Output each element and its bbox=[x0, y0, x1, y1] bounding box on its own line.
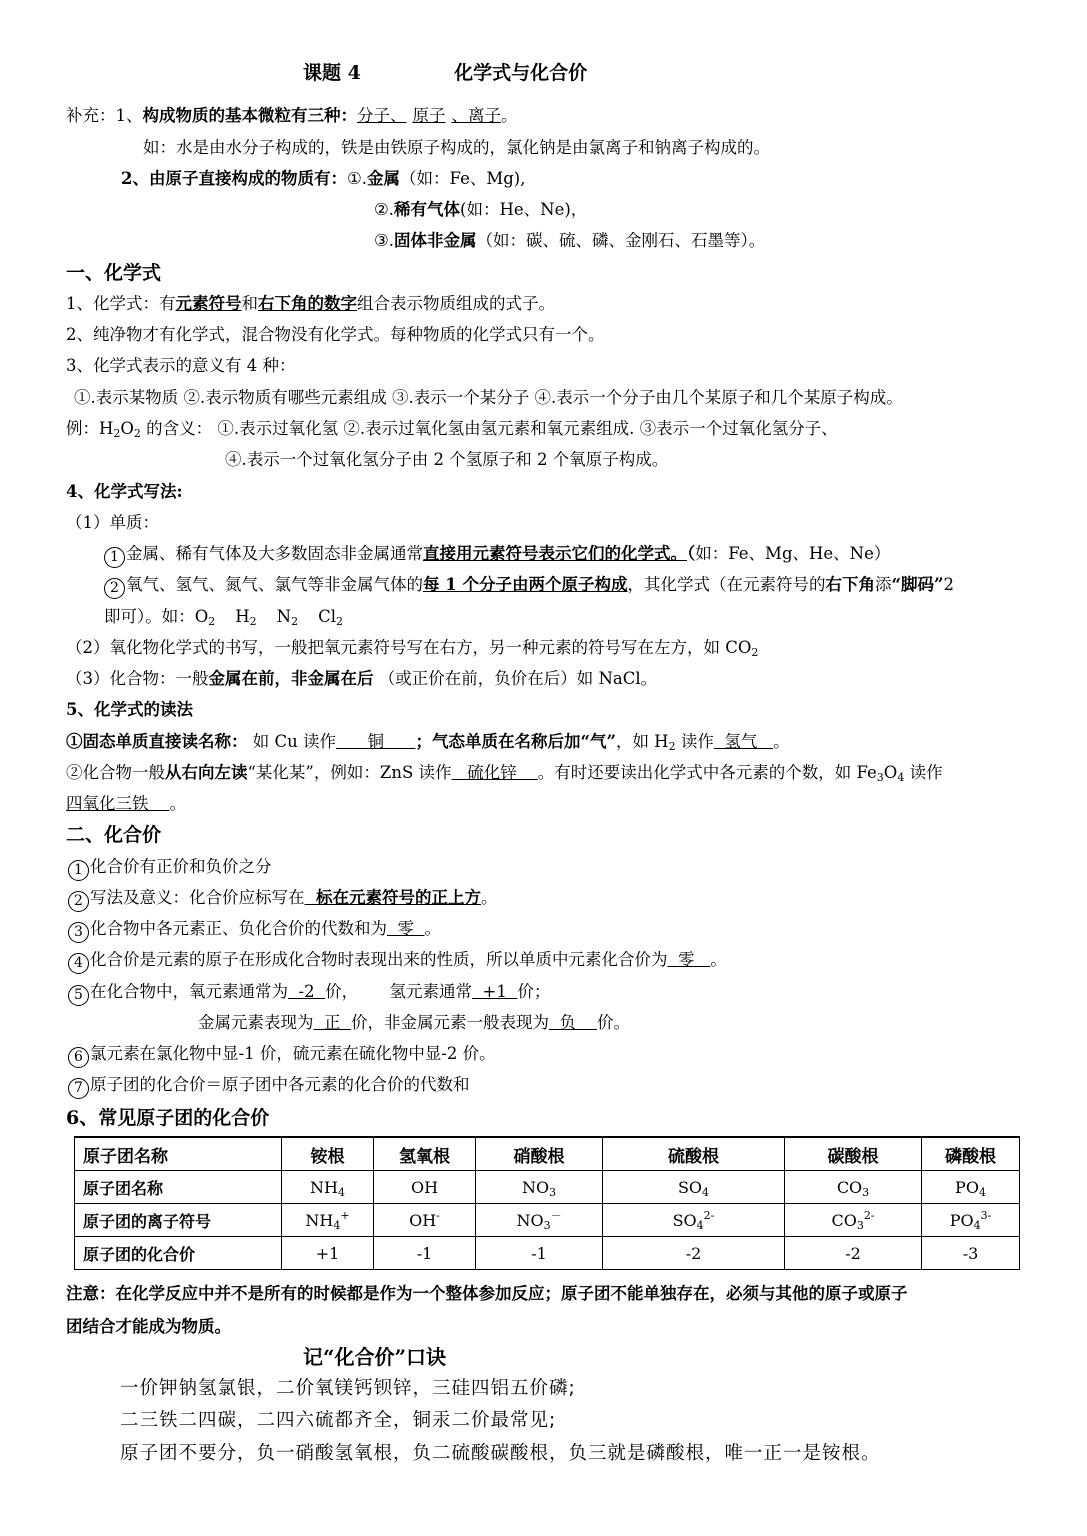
table-header-cell: 磷酸根 bbox=[922, 1137, 1020, 1171]
page-title bbox=[303, 62, 587, 84]
subscript: 2 bbox=[291, 615, 299, 628]
punct: 。 bbox=[501, 106, 518, 125]
s4-item2 bbox=[104, 574, 954, 599]
row-label: 原子团名称 bbox=[75, 1171, 282, 1204]
keyword: ；气态单质在名称后加“气” bbox=[415, 732, 616, 751]
supp-line-4 bbox=[374, 199, 587, 221]
answer: -2 bbox=[288, 982, 326, 1001]
lesson-number: 课题 4 bbox=[303, 62, 361, 84]
ion-cell: OH- bbox=[374, 1204, 476, 1237]
answer: 正 bbox=[313, 1013, 351, 1032]
ion-cell: $CO_3^{2-}$ bbox=[785, 1204, 922, 1237]
num: ①. bbox=[346, 169, 368, 188]
text: 原子团的化合价＝原子团中各元素的化合价的代数和 bbox=[90, 1075, 470, 1094]
text: 价， 氢元素通常 bbox=[325, 982, 473, 1001]
keyword: 固体非金属 bbox=[394, 231, 477, 250]
text: ，如 H bbox=[615, 732, 669, 751]
subscript: 4 bbox=[897, 771, 905, 784]
radical-table bbox=[74, 1136, 1020, 1270]
circle-number: 1 bbox=[104, 547, 125, 568]
formula-cell: $SO_4$ bbox=[603, 1171, 785, 1204]
table-row bbox=[75, 1204, 1020, 1237]
keyword: 每 1 个分子由两个原子构成 bbox=[423, 575, 628, 594]
table-header-cell: 硫酸根 bbox=[603, 1137, 785, 1171]
text: 。 bbox=[169, 794, 186, 813]
text: 氯元素在氯化物中显-1 价，硫元素在硫化物中显-2 价。 bbox=[90, 1044, 496, 1063]
text: 例：H bbox=[66, 419, 114, 438]
text: 金属元素表现为 bbox=[198, 1013, 314, 1032]
text: 。 bbox=[424, 919, 441, 938]
text: （3）化合物：一般 bbox=[66, 669, 209, 688]
row-label: 原子团的离子符号 bbox=[75, 1204, 282, 1237]
keyword: 金属在前，非金属在后 bbox=[208, 669, 374, 688]
s4-sub2 bbox=[66, 637, 758, 659]
keyword: 直接用元素符号表示它们的化学式。 bbox=[423, 544, 687, 563]
subscript: 2 bbox=[249, 615, 257, 628]
supp-line-1 bbox=[66, 105, 518, 127]
section-heading-6: 6、常见原子团的化合价 bbox=[66, 1107, 270, 1129]
s5-line3 bbox=[66, 793, 186, 815]
text: 在化合物中，氧元素通常为 bbox=[90, 982, 288, 1001]
text: 氧气、氢气、氮气、氯气等非金属气体的 bbox=[126, 575, 423, 594]
text: 和 bbox=[241, 294, 258, 313]
formula-cell: $NH_4$ bbox=[282, 1171, 374, 1204]
s2-item2 bbox=[68, 887, 498, 912]
text: 价，非金属元素一般表现为 bbox=[350, 1013, 549, 1032]
circle-number: 6 bbox=[68, 1047, 89, 1068]
text: 化合价有正价和负价之分 bbox=[90, 857, 272, 876]
s1-p2: 2、纯净物才有化学式，混合物没有化学式。每种物质的化学式只有一个。 bbox=[66, 325, 605, 344]
subscript: 2 bbox=[133, 427, 141, 440]
section-heading-1: 一、化学式 bbox=[66, 262, 162, 284]
supp-line-3 bbox=[121, 168, 525, 190]
supp-line-2: 如：水是由水分子构成的，铁是由铁原子构成的，氯化钠是由氯离子和钠离子构成的。 bbox=[143, 138, 770, 157]
poem-line-3: 原子团不要分，负一硝酸氢氧根，负二硫酸碳酸根，负三就是磷酸根，唯一正一是铵根。 bbox=[120, 1443, 881, 1464]
keyword: “脚码” bbox=[891, 575, 944, 594]
text: 1、化学式：有 bbox=[66, 294, 176, 313]
num: ②. bbox=[374, 200, 395, 219]
table-header-row bbox=[75, 1137, 1020, 1171]
particle-ion: 离子 bbox=[468, 106, 501, 125]
formula: Cl bbox=[318, 607, 337, 626]
note-line-1: 注意：在化学反应中并不是所有的时候都是作为一个整体参加反应；原子团不能单独存在，必须与其他的原子或原子 bbox=[66, 1284, 908, 1303]
lesson-topic: 化学式与化合价 bbox=[454, 62, 588, 84]
table-header-cell: 铵根 bbox=[282, 1137, 374, 1171]
formula-cell: $PO_4$ bbox=[922, 1171, 1020, 1204]
s2-item6 bbox=[68, 1043, 496, 1068]
circle-number: 5 bbox=[68, 985, 89, 1006]
answer: 氢气 bbox=[713, 732, 774, 751]
keyword: 从右向左读 bbox=[165, 763, 248, 782]
text: 的含义： ①.表示过氧化氢 ②.表示过氧化氢由氢元素和氧元素组成. ③表示一个过氧化氢分子、 bbox=[140, 419, 838, 438]
formula-cell: $NO_3$ bbox=[476, 1171, 603, 1204]
s2-item7 bbox=[68, 1074, 470, 1099]
subscript: 3 bbox=[876, 771, 884, 784]
section-heading-4: 4、化学式写法: bbox=[66, 482, 183, 501]
supp-bold: 构成物质的基本微粒有三种： bbox=[142, 106, 357, 125]
valence-cell: -2 bbox=[603, 1237, 785, 1270]
ion-cell: $SO_4^{2-}$ bbox=[603, 1204, 785, 1237]
text: ，其化学式（在元素符号的 bbox=[627, 575, 826, 594]
answer: +1 bbox=[472, 982, 518, 1001]
circle-number: 2 bbox=[68, 891, 89, 912]
valence-cell: +1 bbox=[282, 1237, 374, 1270]
table-row bbox=[75, 1171, 1020, 1204]
sep: 、 bbox=[451, 106, 468, 125]
ion-cell: $PO_4^{3-}$ bbox=[922, 1204, 1020, 1237]
s2-item1 bbox=[68, 856, 272, 881]
circle-number: 7 bbox=[68, 1078, 89, 1099]
text: 价； bbox=[517, 982, 551, 1001]
text: “某化某”，例如：ZnS 读作 bbox=[247, 763, 452, 782]
formula: H bbox=[235, 607, 250, 626]
s5-line2 bbox=[66, 762, 943, 784]
s1-example-2: ④.表示一个过氧化氢分子由 2 个氢原子和 2 个氧原子构成。 bbox=[225, 450, 669, 469]
text: 2 bbox=[943, 575, 954, 594]
table-header-cell: 硝酸根 bbox=[476, 1137, 603, 1171]
s1-example bbox=[66, 418, 838, 440]
section-heading-2: 二、化合价 bbox=[66, 824, 162, 846]
text: 如：Fe、Mg、He、Ne） bbox=[695, 544, 891, 563]
s5-line1 bbox=[66, 731, 790, 753]
subscript: 2 bbox=[113, 427, 121, 440]
valence-cell: -3 bbox=[922, 1237, 1020, 1270]
supp-line-5 bbox=[374, 230, 765, 252]
text: 。 bbox=[710, 950, 727, 969]
s4-item1 bbox=[104, 543, 890, 568]
text: 化合价是元素的原子在形成化合物时表现出来的性质，所以单质中元素化合价为 bbox=[90, 950, 668, 969]
ion-cell: $NO_3^-$ bbox=[476, 1204, 603, 1237]
supp-prefix: 补充：1、 bbox=[66, 106, 143, 125]
keyword: 元素符号 bbox=[175, 294, 242, 313]
text: （ bbox=[687, 544, 696, 563]
keyword: 金属 bbox=[367, 169, 401, 188]
table-header-cell: 碳酸根 bbox=[785, 1137, 922, 1171]
formula-cell: $CO_3$ bbox=[785, 1171, 922, 1204]
text: 金属、稀有气体及大多数固态非金属通常 bbox=[126, 544, 423, 563]
text: 如 Cu 读作 bbox=[247, 732, 336, 751]
example: (如：He、Ne)， bbox=[460, 200, 588, 219]
s1-p3: 3、化学式表示的意义有 4 种： bbox=[66, 356, 296, 375]
circle-number: 3 bbox=[68, 922, 89, 943]
circle-number: 4 bbox=[68, 953, 89, 974]
section-heading-5: 5、化学式的读法 bbox=[66, 700, 193, 719]
poem-title: 记“化合价”口诀 bbox=[303, 1345, 447, 1369]
text: 价。 bbox=[596, 1013, 630, 1032]
text: 即可）。如： bbox=[104, 607, 195, 626]
answer: 标在元素符号的正上方 bbox=[304, 888, 481, 907]
s4-sub3 bbox=[66, 668, 657, 690]
s4-item2-line2 bbox=[104, 606, 343, 628]
s2-item5-line2 bbox=[198, 1012, 630, 1034]
particle-atom: 原子 bbox=[412, 106, 446, 125]
keyword: 稀有气体 bbox=[394, 200, 461, 219]
num: ③. bbox=[374, 231, 395, 250]
text: 读作 bbox=[675, 732, 714, 751]
keyword: 右下角 bbox=[825, 575, 875, 594]
subscript: 2 bbox=[336, 615, 344, 628]
text: 。 bbox=[481, 888, 498, 907]
text: 添 bbox=[874, 575, 892, 594]
answer: 四氧化三铁 bbox=[66, 794, 170, 813]
text: 。 bbox=[773, 732, 790, 751]
text: 组合表示物质组成的式子。 bbox=[357, 294, 555, 313]
keyword: 右下角的数字 bbox=[258, 294, 357, 313]
answer: 负 bbox=[548, 1013, 597, 1032]
table-row bbox=[75, 1237, 1020, 1270]
s2-item5 bbox=[68, 981, 550, 1006]
answer: 零 bbox=[667, 950, 711, 969]
table-header-cell: 氢氧根 bbox=[374, 1137, 476, 1171]
s1-p4: ①.表示某物质 ②.表示物质有哪些元素组成 ③.表示一个某分子 ④.表示一个分子由几个某原子和几个某原子构成。 bbox=[74, 388, 903, 407]
s1-p1 bbox=[66, 293, 555, 315]
s2-item4 bbox=[68, 949, 727, 974]
text: O bbox=[883, 763, 898, 782]
circle-number: 1 bbox=[68, 860, 89, 881]
valence-cell: -2 bbox=[785, 1237, 922, 1270]
text: O bbox=[120, 419, 134, 438]
answer: 零 bbox=[387, 919, 425, 938]
s2-item3 bbox=[68, 918, 441, 943]
s4-sub1: （1）单质： bbox=[66, 513, 159, 532]
text: 读作 bbox=[904, 763, 943, 782]
text: ②化合物一般 bbox=[66, 763, 165, 782]
example: （如：碳、硫、磷、金刚石、石墨等）。 bbox=[476, 231, 766, 250]
circle-number: 2 bbox=[104, 578, 125, 599]
subscript: 2 bbox=[751, 646, 759, 659]
text: （2）氧化物化学式的书写，一般把氧元素符号写在右方，另一种元素的符号写在左方，如 CO bbox=[66, 638, 752, 657]
note-line-2: 团结合才能成为物质。 bbox=[66, 1317, 231, 1336]
keyword: ①固态单质直接读名称： bbox=[66, 732, 248, 751]
ion-cell: $NH_4^+$ bbox=[282, 1204, 374, 1237]
subscript: 2 bbox=[668, 740, 676, 753]
formula: N bbox=[276, 607, 292, 626]
answer: 铜 bbox=[336, 732, 416, 751]
example: （如：Fe、Mg), bbox=[400, 169, 526, 188]
supp-bold-2: 2、由原子直接构成的物质有： bbox=[121, 169, 347, 188]
poem-line-1: 一价钾钠氢氯银，二价氧镁钙钡锌，三硅四铝五价磷; bbox=[120, 1378, 576, 1399]
particle-molecule: 分子 bbox=[357, 106, 390, 125]
text: （或正价在前，负价在后）如 NaCl。 bbox=[373, 669, 658, 688]
valence-cell: -1 bbox=[476, 1237, 603, 1270]
formula: O bbox=[194, 607, 209, 626]
text: 化合物中各元素正、负化合价的代数和为 bbox=[90, 919, 387, 938]
row-label: 原子团的化合价 bbox=[75, 1237, 282, 1270]
answer: 硫化锌 bbox=[451, 763, 538, 782]
sep: 、 bbox=[390, 106, 407, 125]
text: 写法及意义：化合价应标写在 bbox=[90, 888, 305, 907]
valence-cell: -1 bbox=[374, 1237, 476, 1270]
poem-line-2: 二三铁二四碳，二四六硫都齐全，铜汞二价最常见; bbox=[120, 1410, 557, 1431]
table-header-cell: 原子团名称 bbox=[75, 1137, 282, 1171]
text: 。有时还要读出化学式中各元素的个数，如 Fe bbox=[537, 763, 877, 782]
subscript: 2 bbox=[208, 615, 216, 628]
formula-cell: OH bbox=[374, 1171, 476, 1204]
